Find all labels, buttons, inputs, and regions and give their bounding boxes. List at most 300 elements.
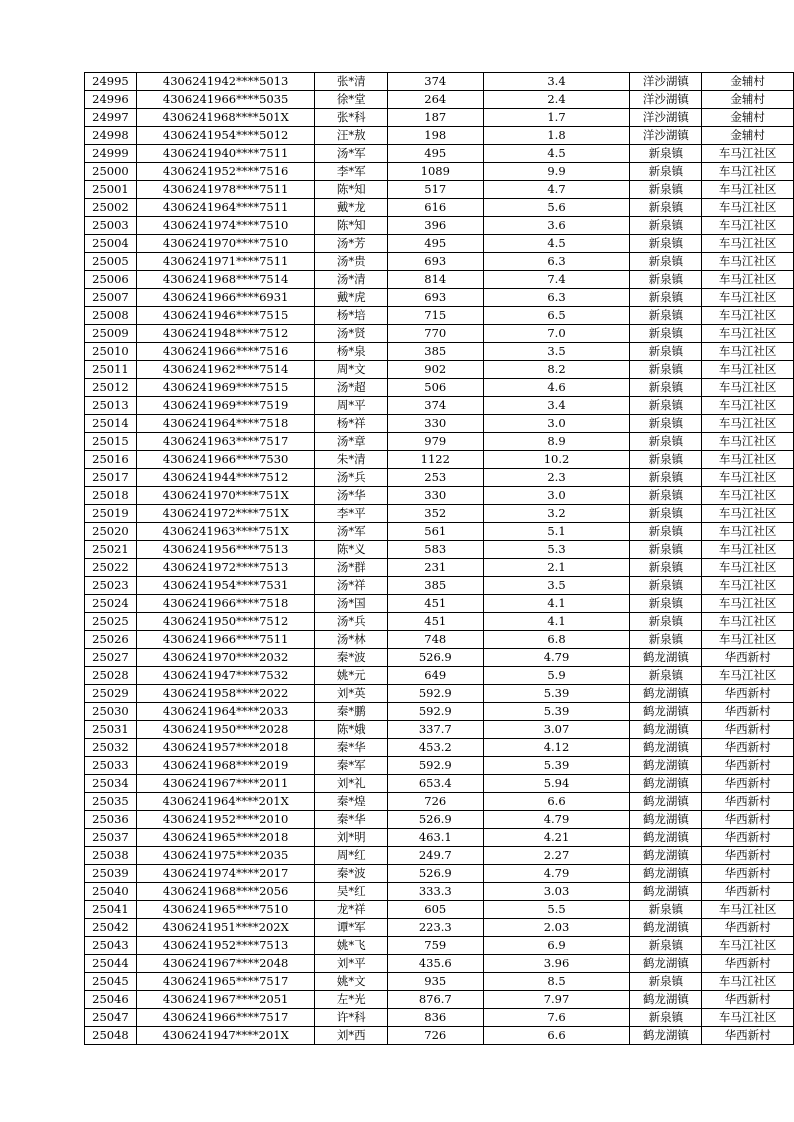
area-cell: 3.4 [483,73,630,91]
serial-cell: 25029 [85,685,137,703]
name-cell: 陈*知 [315,181,388,199]
area-cell: 9.9 [483,163,630,181]
village-cell: 车马江社区 [702,199,794,217]
name-cell: 杨*祥 [315,415,388,433]
name-cell: 秦*鹏 [315,703,388,721]
table-body [85,73,794,1045]
name-cell: 汪*敖 [315,127,388,145]
serial-cell: 25024 [85,595,137,613]
town-cell: 新泉镇 [630,613,702,631]
town-cell: 新泉镇 [630,451,702,469]
area-cell: 5.5 [483,901,630,919]
serial-cell: 24996 [85,91,137,109]
amount-cell: 333.3 [388,883,483,901]
village-cell: 华西新村 [702,829,794,847]
id-number-cell: 4306241964****2033 [136,703,315,721]
id-number-cell: 4306241950****2028 [136,721,315,739]
data-table [84,72,794,1045]
village-cell: 车马江社区 [702,487,794,505]
area-cell: 4.5 [483,145,630,163]
village-cell: 华西新村 [702,991,794,1009]
town-cell: 新泉镇 [630,271,702,289]
amount-cell: 495 [388,145,483,163]
town-cell: 鹤龙湖镇 [630,1027,702,1045]
village-cell: 车马江社区 [702,577,794,595]
amount-cell: 653.4 [388,775,483,793]
serial-cell: 24995 [85,73,137,91]
town-cell: 洋沙湖镇 [630,109,702,127]
id-number-cell: 4306241957****2018 [136,739,315,757]
town-cell: 鹤龙湖镇 [630,811,702,829]
village-cell: 华西新村 [702,847,794,865]
id-number-cell: 4306241966****7511 [136,631,315,649]
town-cell: 鹤龙湖镇 [630,829,702,847]
serial-cell: 25031 [85,721,137,739]
area-cell: 1.8 [483,127,630,145]
village-cell: 金辅村 [702,91,794,109]
area-cell: 8.9 [483,433,630,451]
id-number-cell: 4306241965****7517 [136,973,315,991]
village-cell: 车马江社区 [702,415,794,433]
name-cell: 吴*红 [315,883,388,901]
town-cell: 鹤龙湖镇 [630,883,702,901]
village-cell: 华西新村 [702,775,794,793]
town-cell: 鹤龙湖镇 [630,865,702,883]
village-cell: 华西新村 [702,811,794,829]
serial-cell: 25025 [85,613,137,631]
village-cell: 金辅村 [702,109,794,127]
name-cell: 朱*清 [315,451,388,469]
area-cell: 10.2 [483,451,630,469]
table-row [85,667,794,685]
town-cell: 新泉镇 [630,199,702,217]
town-cell: 鹤龙湖镇 [630,739,702,757]
id-number-cell: 4306241966****7516 [136,343,315,361]
amount-cell: 605 [388,901,483,919]
area-cell: 3.0 [483,415,630,433]
town-cell: 新泉镇 [630,541,702,559]
name-cell: 刘*平 [315,955,388,973]
amount-cell: 385 [388,343,483,361]
serial-cell: 25023 [85,577,137,595]
table-row [85,289,794,307]
village-cell: 车马江社区 [702,361,794,379]
village-cell: 车马江社区 [702,667,794,685]
serial-cell: 25000 [85,163,137,181]
town-cell: 鹤龙湖镇 [630,847,702,865]
town-cell: 新泉镇 [630,1009,702,1027]
id-number-cell: 4306241968****2019 [136,757,315,775]
village-cell: 车马江社区 [702,973,794,991]
id-number-cell: 4306241974****2017 [136,865,315,883]
amount-cell: 231 [388,559,483,577]
area-cell: 4.7 [483,181,630,199]
village-cell: 金辅村 [702,73,794,91]
name-cell: 许*科 [315,1009,388,1027]
town-cell: 洋沙湖镇 [630,127,702,145]
town-cell: 新泉镇 [630,343,702,361]
amount-cell: 198 [388,127,483,145]
table-row [85,163,794,181]
name-cell: 戴*龙 [315,199,388,217]
table-row [85,541,794,559]
name-cell: 汤*超 [315,379,388,397]
table-row [85,631,794,649]
area-cell: 6.3 [483,253,630,271]
name-cell: 刘*西 [315,1027,388,1045]
table-row [85,1009,794,1027]
serial-cell: 25014 [85,415,137,433]
name-cell: 刘*明 [315,829,388,847]
id-number-cell: 4306241970****7510 [136,235,315,253]
id-number-cell: 4306241974****7510 [136,217,315,235]
serial-cell: 25020 [85,523,137,541]
area-cell: 4.79 [483,865,630,883]
area-cell: 2.1 [483,559,630,577]
amount-cell: 526.9 [388,649,483,667]
id-number-cell: 4306241963****751X [136,523,315,541]
town-cell: 新泉镇 [630,181,702,199]
id-number-cell: 4306241964****7511 [136,199,315,217]
name-cell: 姚*飞 [315,937,388,955]
amount-cell: 836 [388,1009,483,1027]
serial-cell: 25039 [85,865,137,883]
village-cell: 华西新村 [702,685,794,703]
amount-cell: 374 [388,73,483,91]
amount-cell: 759 [388,937,483,955]
table-row [85,883,794,901]
town-cell: 新泉镇 [630,361,702,379]
village-cell: 华西新村 [702,793,794,811]
town-cell: 新泉镇 [630,163,702,181]
town-cell: 新泉镇 [630,235,702,253]
table-row [85,811,794,829]
village-cell: 华西新村 [702,919,794,937]
name-cell: 姚*元 [315,667,388,685]
table-row [85,505,794,523]
town-cell: 新泉镇 [630,901,702,919]
table-row [85,775,794,793]
village-cell: 车马江社区 [702,307,794,325]
table-row [85,199,794,217]
amount-cell: 715 [388,307,483,325]
name-cell: 秦*华 [315,739,388,757]
village-cell: 车马江社区 [702,217,794,235]
serial-cell: 25033 [85,757,137,775]
name-cell: 汤*祥 [315,577,388,595]
serial-cell: 25004 [85,235,137,253]
area-cell: 4.5 [483,235,630,253]
id-number-cell: 4306241940****7511 [136,145,315,163]
village-cell: 车马江社区 [702,595,794,613]
serial-cell: 25044 [85,955,137,973]
id-number-cell: 4306241966****5035 [136,91,315,109]
village-cell: 车马江社区 [702,505,794,523]
serial-cell: 25007 [85,289,137,307]
area-cell: 3.6 [483,217,630,235]
id-number-cell: 4306241970****751X [136,487,315,505]
id-number-cell: 4306241972****7513 [136,559,315,577]
amount-cell: 935 [388,973,483,991]
town-cell: 鹤龙湖镇 [630,919,702,937]
table-row [85,235,794,253]
table-row [85,955,794,973]
serial-cell: 25002 [85,199,137,217]
town-cell: 新泉镇 [630,307,702,325]
serial-cell: 25032 [85,739,137,757]
id-number-cell: 4306241954****5012 [136,127,315,145]
amount-cell: 1089 [388,163,483,181]
id-number-cell: 4306241971****7511 [136,253,315,271]
name-cell: 周*红 [315,847,388,865]
area-cell: 3.07 [483,721,630,739]
serial-cell: 25022 [85,559,137,577]
village-cell: 华西新村 [702,883,794,901]
amount-cell: 187 [388,109,483,127]
area-cell: 3.2 [483,505,630,523]
id-number-cell: 4306241978****7511 [136,181,315,199]
serial-cell: 25015 [85,433,137,451]
table-row [85,739,794,757]
serial-cell: 25028 [85,667,137,685]
amount-cell: 330 [388,415,483,433]
village-cell: 车马江社区 [702,379,794,397]
town-cell: 新泉镇 [630,973,702,991]
amount-cell: 726 [388,793,483,811]
area-cell: 5.6 [483,199,630,217]
serial-cell: 25043 [85,937,137,955]
name-cell: 汤*国 [315,595,388,613]
table-row [85,325,794,343]
town-cell: 鹤龙湖镇 [630,703,702,721]
id-number-cell: 4306241975****2035 [136,847,315,865]
name-cell: 秦*波 [315,649,388,667]
serial-cell: 25018 [85,487,137,505]
amount-cell: 979 [388,433,483,451]
id-number-cell: 4306241947****7532 [136,667,315,685]
village-cell: 华西新村 [702,649,794,667]
serial-cell: 25003 [85,217,137,235]
amount-cell: 592.9 [388,685,483,703]
name-cell: 杨*泉 [315,343,388,361]
name-cell: 秦*波 [315,865,388,883]
amount-cell: 726 [388,1027,483,1045]
name-cell: 汤*华 [315,487,388,505]
id-number-cell: 4306241965****7510 [136,901,315,919]
area-cell: 2.4 [483,91,630,109]
serial-cell: 25034 [85,775,137,793]
serial-cell: 24998 [85,127,137,145]
amount-cell: 902 [388,361,483,379]
serial-cell: 25019 [85,505,137,523]
area-cell: 8.2 [483,361,630,379]
amount-cell: 616 [388,199,483,217]
amount-cell: 649 [388,667,483,685]
area-cell: 4.6 [483,379,630,397]
table-row [85,865,794,883]
table-row [85,829,794,847]
name-cell: 杨*培 [315,307,388,325]
area-cell: 5.3 [483,541,630,559]
town-cell: 鹤龙湖镇 [630,955,702,973]
village-cell: 车马江社区 [702,325,794,343]
table-row [85,595,794,613]
amount-cell: 451 [388,595,483,613]
serial-cell: 25040 [85,883,137,901]
town-cell: 新泉镇 [630,217,702,235]
name-cell: 谭*军 [315,919,388,937]
town-cell: 新泉镇 [630,487,702,505]
town-cell: 新泉镇 [630,145,702,163]
table-row [85,109,794,127]
town-cell: 新泉镇 [630,253,702,271]
area-cell: 6.6 [483,1027,630,1045]
name-cell: 左*光 [315,991,388,1009]
id-number-cell: 4306241968****7514 [136,271,315,289]
area-cell: 3.4 [483,397,630,415]
area-cell: 7.4 [483,271,630,289]
id-number-cell: 4306241947****201X [136,1027,315,1045]
village-cell: 华西新村 [702,703,794,721]
name-cell: 张*科 [315,109,388,127]
name-cell: 陈*义 [315,541,388,559]
serial-cell: 25008 [85,307,137,325]
village-cell: 车马江社区 [702,235,794,253]
name-cell: 汤*贵 [315,253,388,271]
area-cell: 4.1 [483,613,630,631]
village-cell: 金辅村 [702,127,794,145]
village-cell: 车马江社区 [702,541,794,559]
table-row [85,1027,794,1045]
name-cell: 秦*华 [315,811,388,829]
amount-cell: 495 [388,235,483,253]
amount-cell: 526.9 [388,811,483,829]
name-cell: 戴*虎 [315,289,388,307]
area-cell: 5.39 [483,703,630,721]
id-number-cell: 4306241942****5013 [136,73,315,91]
table-row [85,721,794,739]
table-row [85,793,794,811]
name-cell: 周*平 [315,397,388,415]
id-number-cell: 4306241966****7518 [136,595,315,613]
village-cell: 车马江社区 [702,901,794,919]
village-cell: 车马江社区 [702,631,794,649]
amount-cell: 583 [388,541,483,559]
serial-cell: 25038 [85,847,137,865]
name-cell: 陈*娥 [315,721,388,739]
name-cell: 汤*军 [315,145,388,163]
id-number-cell: 4306241967****2048 [136,955,315,973]
town-cell: 鹤龙湖镇 [630,793,702,811]
village-cell: 车马江社区 [702,559,794,577]
id-number-cell: 4306241950****7512 [136,613,315,631]
amount-cell: 337.7 [388,721,483,739]
serial-cell: 25042 [85,919,137,937]
table-row [85,397,794,415]
town-cell: 新泉镇 [630,577,702,595]
id-number-cell: 4306241968****2056 [136,883,315,901]
serial-cell: 25045 [85,973,137,991]
serial-cell: 25048 [85,1027,137,1045]
name-cell: 汤*林 [315,631,388,649]
amount-cell: 451 [388,613,483,631]
amount-cell: 526.9 [388,865,483,883]
area-cell: 3.5 [483,577,630,595]
serial-cell: 24999 [85,145,137,163]
serial-cell: 25047 [85,1009,137,1027]
area-cell: 5.1 [483,523,630,541]
id-number-cell: 4306241969****7515 [136,379,315,397]
id-number-cell: 4306241948****7512 [136,325,315,343]
amount-cell: 693 [388,289,483,307]
id-number-cell: 4306241951****202X [136,919,315,937]
amount-cell: 1122 [388,451,483,469]
area-cell: 6.5 [483,307,630,325]
area-cell: 6.6 [483,793,630,811]
table-row [85,271,794,289]
id-number-cell: 4306241964****7518 [136,415,315,433]
id-number-cell: 4306241952****2010 [136,811,315,829]
area-cell: 7.6 [483,1009,630,1027]
name-cell: 刘*礼 [315,775,388,793]
table-row [85,91,794,109]
name-cell: 李*军 [315,163,388,181]
serial-cell: 25006 [85,271,137,289]
table-row [85,919,794,937]
amount-cell: 330 [388,487,483,505]
id-number-cell: 4306241963****7517 [136,433,315,451]
area-cell: 3.96 [483,955,630,973]
table-row [85,973,794,991]
area-cell: 7.0 [483,325,630,343]
table-row [85,685,794,703]
name-cell: 徐*堂 [315,91,388,109]
table-row [85,181,794,199]
name-cell: 汤*章 [315,433,388,451]
table-row [85,217,794,235]
name-cell: 姚*文 [315,973,388,991]
village-cell: 车马江社区 [702,1009,794,1027]
table-row [85,613,794,631]
amount-cell: 770 [388,325,483,343]
amount-cell: 374 [388,397,483,415]
serial-cell: 25012 [85,379,137,397]
id-number-cell: 4306241967****2011 [136,775,315,793]
name-cell: 汤*兵 [315,469,388,487]
table-row [85,757,794,775]
id-number-cell: 4306241964****201X [136,793,315,811]
amount-cell: 463.1 [388,829,483,847]
name-cell: 汤*芳 [315,235,388,253]
village-cell: 车马江社区 [702,145,794,163]
town-cell: 新泉镇 [630,325,702,343]
area-cell: 4.1 [483,595,630,613]
village-cell: 车马江社区 [702,433,794,451]
village-cell: 华西新村 [702,955,794,973]
name-cell: 张*清 [315,73,388,91]
name-cell: 陈*知 [315,217,388,235]
amount-cell: 253 [388,469,483,487]
village-cell: 车马江社区 [702,289,794,307]
village-cell: 车马江社区 [702,163,794,181]
town-cell: 新泉镇 [630,397,702,415]
table-row [85,361,794,379]
table-row [85,73,794,91]
amount-cell: 814 [388,271,483,289]
serial-cell: 25001 [85,181,137,199]
name-cell: 刘*英 [315,685,388,703]
table-row [85,487,794,505]
